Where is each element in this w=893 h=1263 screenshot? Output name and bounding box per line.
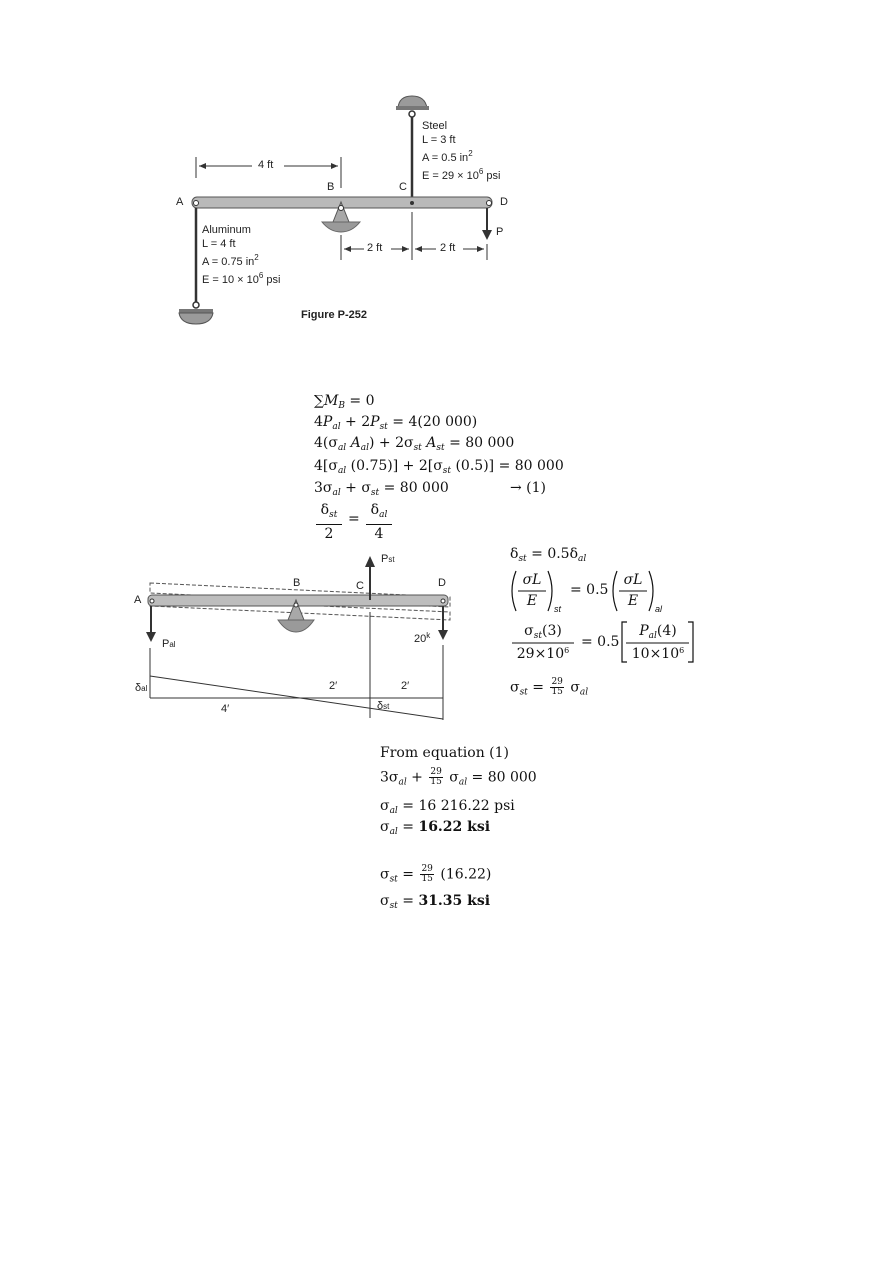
eq2-mid: = 0.5 [570, 582, 609, 598]
fig2-p-al: Pal [162, 638, 176, 650]
frac-delta-al-4: $\delta_{al}$ 4 [366, 502, 392, 543]
fig2-point-c: C [356, 580, 364, 592]
aluminum-modulus: $E = 10 \times 10^6$ psi [202, 271, 281, 286]
dim-2ft-left-label: 2 ft [367, 242, 383, 254]
eq-label-1: → (1) [510, 480, 547, 496]
eq-sigma-al-ksi: $\sigma_{al} = 16.22$ ksi [380, 819, 491, 837]
steel-length: L = 3 ft [422, 134, 456, 146]
eq-sigma-al-psi: $\sigma_{al} = 16$ 216.22 psi [380, 798, 515, 816]
eq3-den1: $29\times 10^6$ [516, 646, 570, 662]
dim-4ft-label: 4 ft [258, 159, 274, 171]
eq-delta-relation: $\delta_{st} = 0.5\delta_{al}$ [510, 546, 587, 564]
steel-title: Steel [422, 120, 448, 132]
eq2-den2: E [627, 593, 639, 609]
fig2-delta-st: δst [377, 700, 390, 712]
point-c-label: C [399, 181, 407, 193]
dim-2ft-right-label: 2 ft [440, 242, 456, 254]
eq2-num1: σL [522, 572, 542, 588]
frac-delta-st-2: $\delta_{st}$ 2 [316, 502, 342, 543]
eq3-mid: = 0.5 [581, 634, 620, 650]
eq3-num2: $P_{al}(4)$ [639, 623, 677, 641]
figure-caption: Figure P-252 [301, 309, 368, 321]
eq2-sub2: al [655, 604, 663, 614]
point-b-label: B [327, 181, 335, 193]
aluminum-length: L = 4 ft [202, 238, 236, 250]
eq2-sub1: st [554, 604, 562, 614]
eq-sigma-st-sub: $\sigma_{st}$ = $\frac{29}{15}$ (16.22) [380, 864, 492, 885]
steel-area: A = 0.5 $in^2$ [422, 149, 473, 164]
eq-moment-forces: $4P_{al} + 2P_{st} = 4(20$ 000) [314, 414, 478, 432]
load-p-label: P [496, 226, 504, 238]
eq2-num2: σL [623, 572, 643, 588]
fig2-dim-2b: 2′ [401, 680, 410, 692]
eq-moment-stress: $4(\sigma_{al}$ $A_{al}) + 2\sigma_{st}$ $A_{st} = 80$ 000 [314, 435, 515, 453]
fig2-dim-4: 4′ [221, 703, 230, 715]
steel-modulus: $E = 29 \times 10^6$ psi [422, 167, 501, 182]
eq3-num1: $\sigma_{st}(3)$ [524, 623, 562, 641]
fig2-point-d: D [438, 577, 446, 589]
fig2-p-st: Pst [381, 553, 395, 565]
frac-equals: = [348, 511, 360, 527]
eq-substitution: $3\sigma_{al}$ + $\frac{29}{15}$ $\sigma_{al} = 80$ 000 [380, 767, 537, 788]
fig2-point-a: A [134, 594, 142, 606]
eq-sigma-st-ratio: $\sigma_{st}$ = $\frac{29}{15}$ $\sigma_{al}$ [510, 677, 589, 698]
eq-from-equation-1: From equation (1) [380, 745, 510, 761]
fig2-dim-2a: 2′ [329, 680, 338, 692]
point-a-label: A [176, 196, 184, 208]
eq-moment-sum: $\sum M_B = 0$ [314, 393, 375, 411]
eq2-den1: E [526, 593, 538, 609]
eq-moment-areas: $4[\sigma_{al}$ $(0.75)] + 2[\sigma_{st}$ (0.5)] = 80 000 [314, 458, 564, 476]
point-d-label: D [500, 196, 508, 208]
fig2-delta-al: δal [135, 682, 148, 694]
aluminum-area: A = 0.75 $in^2$ [202, 253, 259, 268]
eq-equation-1: $3\sigma_{al} + \sigma_{st} = 80$ 000 [314, 480, 449, 498]
fig2-load: 20$^k$ [414, 631, 431, 645]
fig2-point-b: B [293, 577, 301, 589]
eq3-den2: $10\times 10^6$ [631, 646, 685, 662]
aluminum-title: Aluminum [202, 224, 251, 236]
eq-sigma-st-ksi: $\sigma_{st} = 31.35$ ksi [380, 893, 491, 911]
